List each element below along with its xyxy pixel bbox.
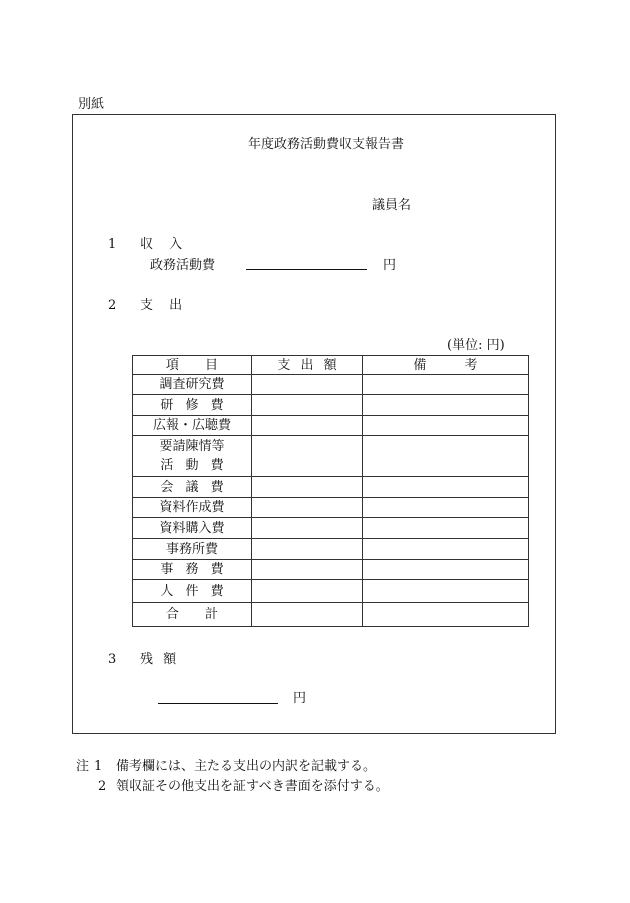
- row-item-line1: 要請陳情等: [159, 439, 225, 454]
- header-item: 項 目: [133, 356, 252, 375]
- table-row: [133, 436, 529, 477]
- notes-prefix: 注: [76, 759, 90, 774]
- balance-currency: 円: [293, 691, 307, 706]
- row-amount: [252, 560, 363, 580]
- row-amount: [252, 416, 363, 436]
- row-item: 事 務 費: [133, 560, 252, 580]
- row-item: 資料購入費: [133, 518, 252, 539]
- unit-note: (単位: 円): [447, 338, 505, 353]
- row-amount: [252, 375, 363, 395]
- section3-number: 3: [108, 652, 117, 667]
- attachment-label: 別紙: [78, 97, 105, 112]
- row-item: 資料作成費: [133, 498, 252, 518]
- row-remarks: [363, 375, 529, 395]
- row-remarks: [363, 518, 529, 539]
- income-amount-line: [246, 269, 367, 270]
- table-row: [133, 416, 529, 436]
- member-name-label: 議員名: [372, 198, 412, 213]
- row-amount: [252, 603, 363, 627]
- row-item: 人 件 費: [133, 580, 252, 603]
- row-remarks: [363, 560, 529, 580]
- table-row: [133, 560, 529, 580]
- row-item: 研 修 費: [133, 395, 252, 416]
- expenditure-table: [132, 355, 529, 627]
- section2-title: 支 出: [140, 298, 183, 313]
- row-item-line2: 活 動 費: [160, 458, 224, 473]
- row-item: 広報・広聴費: [133, 416, 252, 436]
- row-item-total: 合 計: [133, 603, 252, 627]
- income-currency: 円: [383, 258, 397, 273]
- section2-number: 2: [108, 298, 117, 313]
- row-item: 会 議 費: [133, 477, 252, 498]
- table-header-row: [133, 356, 529, 375]
- row-amount: [252, 580, 363, 603]
- table-row: [133, 539, 529, 560]
- row-remarks: [363, 395, 529, 416]
- row-remarks: [363, 477, 529, 498]
- section1-title: 収 入: [140, 237, 183, 252]
- note-text: 領収証その他支出を証すべき書面を添付する。: [116, 779, 389, 794]
- row-item: 事務所費: [133, 539, 252, 560]
- row-amount: [252, 436, 363, 477]
- row-amount: [252, 395, 363, 416]
- header-remarks: 備 考: [363, 356, 529, 375]
- table-row: [133, 498, 529, 518]
- row-remarks: [363, 498, 529, 518]
- note-text: 備考欄には、主たる支出の内訳を記載する。: [116, 759, 377, 774]
- row-amount: [252, 539, 363, 560]
- table-row: [133, 580, 529, 603]
- row-remarks: [363, 603, 529, 627]
- header-amount: 支 出 額: [252, 356, 363, 375]
- row-item-two-line: [133, 436, 252, 477]
- balance-amount-line: [158, 703, 278, 704]
- row-amount: [252, 498, 363, 518]
- note-number: 2: [98, 779, 107, 794]
- section3-title: 残 額: [140, 652, 177, 667]
- row-remarks: [363, 539, 529, 560]
- row-remarks: [363, 436, 529, 477]
- row-item: 調査研究費: [133, 375, 252, 395]
- section1-number: 1: [108, 237, 117, 252]
- row-amount: [252, 518, 363, 539]
- report-title: 年度政務活動費収支報告書: [248, 137, 405, 152]
- row-remarks: [363, 416, 529, 436]
- row-amount: [252, 477, 363, 498]
- table-total-row: [133, 603, 529, 627]
- row-remarks: [363, 580, 529, 603]
- table-row: [133, 477, 529, 498]
- table-row: [133, 395, 529, 416]
- note-number: 1: [94, 759, 103, 774]
- income-item-label: 政務活動費: [150, 258, 216, 273]
- table-row: [133, 518, 529, 539]
- table-row: [133, 375, 529, 395]
